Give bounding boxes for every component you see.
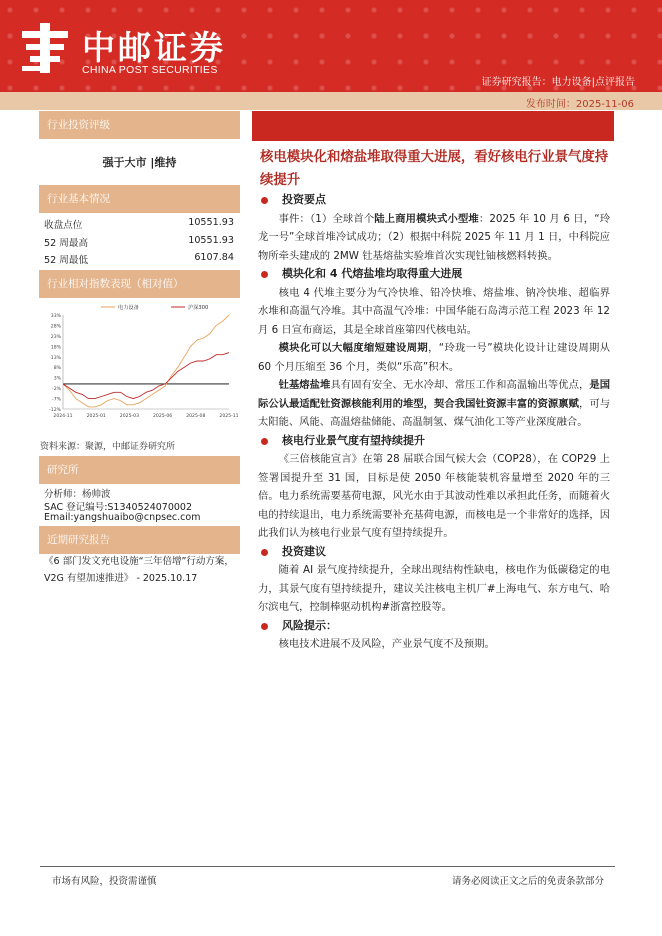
x-tick-label: 2025-03: [119, 414, 140, 419]
y-tick-label: 28%: [50, 324, 61, 330]
report-type: 证券研究报告：电力设备|点评报告: [481, 77, 635, 88]
stat-value: 10551.93: [188, 217, 234, 228]
chart-source: 资料来源：聚源，中邮证券研究所: [40, 442, 176, 452]
series-line-1: [63, 353, 229, 399]
stat-label: 收盘点位: [44, 220, 83, 231]
paragraph: 核电 4 代堆主要分为气冷快堆、铅冷快堆、熔盐堆、钠冷快堆、超临界水堆和高温气冷堆。其中高温气冷堆：中国华能石岛湾示范工程 2023 年 12 月 6 日宣布商运，其是全球首座第四代核电站。: [258, 286, 610, 336]
stat-label: 52 周最低: [44, 255, 89, 266]
title-bar: [252, 111, 614, 141]
recent-reports-heading: 近期研究报告: [39, 526, 240, 554]
section-heading: 风险提示：: [258, 617, 610, 636]
sac-number: SAC 登记编号:S1340524070002: [44, 502, 192, 513]
x-tick-label: 2025-01: [86, 414, 106, 419]
bold-text: 模块化可以大幅度缩短建设周期: [278, 342, 429, 354]
stat-label: 52 周最高: [44, 238, 89, 249]
y-tick-label: 3%: [53, 376, 61, 382]
stat-row: [44, 252, 234, 268]
paragraph: [258, 339, 610, 376]
relative-index-chart: [39, 297, 240, 429]
x-tick-label: 2025-06: [152, 414, 173, 419]
analyst-email[interactable]: Email:yangshuaibo@cnpsec.com: [44, 512, 201, 523]
analyst-name: 分析师：杨帅波: [44, 489, 111, 500]
chart-svg: [39, 297, 240, 429]
footer-disclaimer-note: 请务必阅读正文之后的免责条款部分: [451, 876, 604, 887]
recent-report-link[interactable]: 《6 部门发文充电设施“三年倍增”行动方案，V2G 有望加速推进》 - 2025.10.17: [44, 556, 234, 584]
stat-value: 6107.84: [194, 252, 234, 263]
stat-value: 10551.93: [188, 235, 234, 246]
section-heading: 模块化和 4 代熔盐堆均取得重大进展: [258, 265, 610, 284]
section-heading: 核电行业景气度有望持续提升: [258, 432, 610, 451]
text-run: 事件：（1）全球首个: [278, 212, 375, 225]
paragraph: 《三倍核能宣言》在第 28 届联合国气候大会（COP28），在 COP29 上签署国提升至 31 国，目标是使 2050 年核能装机容量增至 2020 年的三倍。电力系统需要基荷电源，风光水由于其波动性难以承担此任务，而随着火电的持续退出，电力系统需要补充基荷电源，而核电是一个非常好的选择，因此我们认为核电行业景气度有望持续提升。: [258, 453, 610, 539]
date-bar: [0, 92, 662, 110]
legend-label-1: 沪深300: [188, 305, 209, 311]
publish-date: 发布时间：2025-11-06: [525, 99, 634, 110]
footer-risk-note: 市场有风险，投资需谨慎: [52, 876, 157, 887]
page-header: [0, 0, 662, 92]
bold-text: 陆上商用模块式小型堆: [374, 212, 479, 225]
y-tick-label: 13%: [50, 355, 61, 361]
y-tick-label: 8%: [53, 366, 61, 372]
x-tick-label: 2024-11: [53, 414, 73, 419]
text-run: ，“玲珑一号”模块化设计让建设周期从 60 个月压缩至 36 个月，类似“乐高”积木。: [258, 342, 610, 373]
bold-text: 钍基熔盐堆: [278, 379, 331, 391]
y-tick-label: 23%: [50, 334, 61, 340]
y-tick-label: 33%: [50, 314, 61, 319]
section-heading: 投资要点: [258, 191, 610, 210]
company-name-cn: 中邮证券: [82, 28, 226, 67]
basic-info-heading: 行业基本情况: [39, 185, 240, 213]
text-run: 具有固有安全、无水冷却、常压工作和高温输出等优点，: [330, 379, 590, 391]
stat-row: [44, 235, 234, 251]
paragraph: [258, 210, 610, 266]
paragraph: 随着 AI 景气度持续提升，全球出现结构性缺电，核电作为低碳稳定的电力，其景气度有望持续提升，建议关注核电主机厂#上海电气、东方电气、哈尔滨电气，控制棒驱动机构#浙富控股等。: [258, 564, 610, 613]
report-body: [258, 191, 610, 654]
paragraph: 核电技术进展不及风险，产业景气度不及预期。: [278, 638, 495, 650]
y-tick-label: -12%: [49, 408, 61, 413]
text-run: ，可与太阳能、风能、高温熔盐储能、高温制氢、煤气油化工等产业深度融合。: [258, 397, 611, 428]
y-tick-label: -2%: [52, 387, 61, 393]
china-post-logo-icon: [22, 23, 68, 73]
rating-heading: 行业投资评级: [39, 111, 240, 139]
performance-heading: 行业相对指数表现（相对值）: [39, 270, 240, 298]
section-heading: 投资建议: [258, 543, 610, 562]
stat-row: [44, 217, 234, 233]
text-run: ：2025 年 10 月 6 日，“玲龙一号”全球首堆冷试成功；（2）根据中科院 2025 年 11 月 1 日，中科院应物所牵头建成的 2MW 钍基熔盐实验堆首次实现钍铀核燃料转换。: [258, 212, 611, 262]
company-name-en: CHINA POST SECURITIES: [82, 64, 218, 76]
bold-text: 是国际公认最适配钍资源核能利用的堆型，契合我国钍资源丰富的资源禀赋: [258, 379, 611, 410]
y-tick-label: -7%: [52, 397, 61, 403]
industry-rating: 强于大市 |维持: [102, 156, 177, 169]
report-title: 核电模块化和熔盐堆取得重大进展，看好核电行业景气度持续提升: [260, 150, 609, 188]
legend-label-0: 电力设备: [118, 305, 139, 311]
footer-divider: [40, 866, 615, 867]
paragraph: [258, 376, 610, 432]
x-tick-label: 2025-08: [186, 414, 206, 419]
research-heading: 研究所: [39, 456, 240, 484]
x-tick-label: 2025-11: [219, 414, 239, 419]
y-tick-label: 18%: [50, 345, 61, 351]
